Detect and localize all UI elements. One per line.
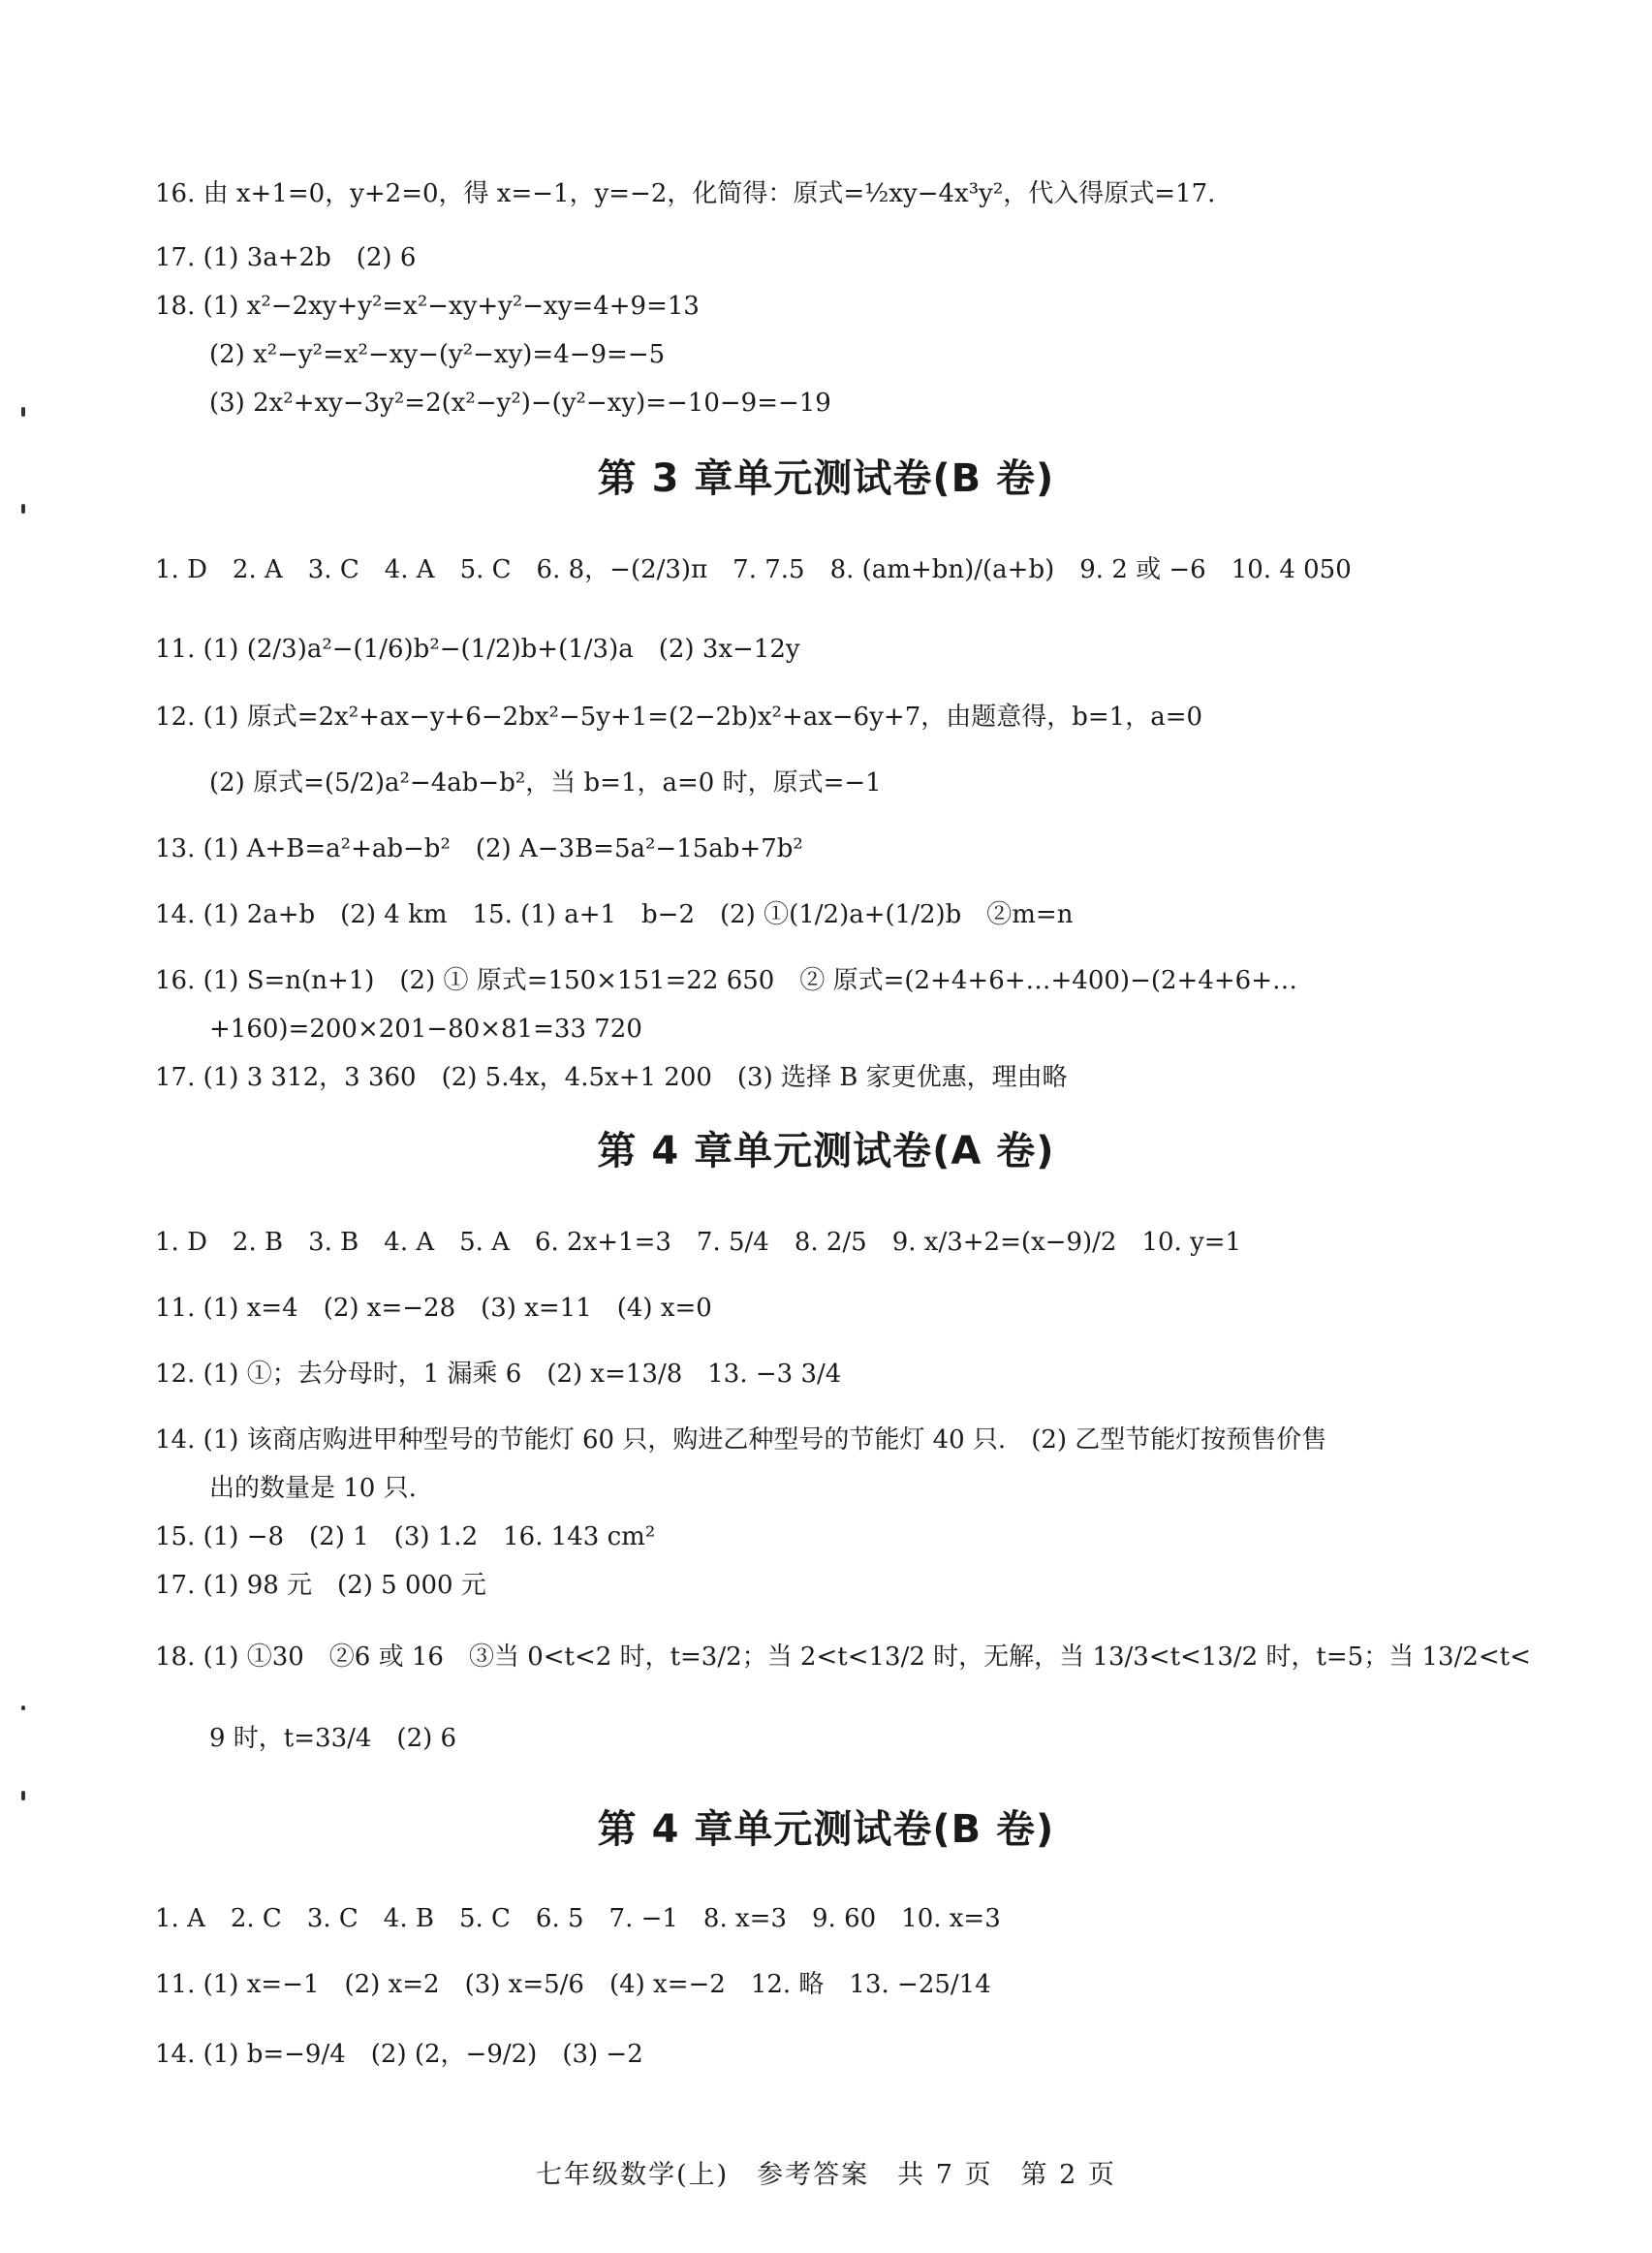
section-heading-ch4-b: 第 4 章单元测试卷(B 卷): [597, 1807, 1055, 1852]
ch3b-line-7: 16. (1) S=n(n+1) (2) ① 原式=150×151=22 650 ② 原式=(2+4+6+…+400)−(2+4+6+…: [155, 966, 1297, 995]
ch4a-line-2: 11. (1) x=4 (2) x=−28 (3) x=11 (4) x=0: [155, 1294, 712, 1323]
ch3b-line-9: 17. (1) 3 312，3 360 (2) 5.4x，4.5x+1 200 (3) 选择 B 家更优惠，理由略: [155, 1063, 1068, 1092]
margin-mark: [21, 1791, 25, 1800]
ch3b-line-5: 13. (1) A+B=a²+ab−b² (2) A−3B=5a²−15ab+7b²: [155, 834, 803, 863]
ch3b-line-8: +160)=200×201−80×81=33 720: [209, 1015, 642, 1044]
ch4a-line-5: 出的数量是 10 只.: [209, 1474, 417, 1503]
ch4a-line-3: 12. (1) ①；去分母时，1 漏乘 6 (2) x=13/8 13. −3 3/4: [155, 1360, 842, 1389]
ch3b-line-3: 12. (1) 原式=2x²+ax−y+6−2bx²−5y+1=(2−2b)x²+ax−6y+7，由题意得，b=1，a=0: [155, 703, 1203, 732]
ch4a-line-1: 1. D 2. B 3. B 4. A 5. A 6. 2x+1=3 7. 5/4 8. 2/5 9. x/3+2=(x−9)/2 10. y=1: [155, 1228, 1242, 1257]
ch3b-line-2: 11. (1) (2/3)a²−(1/6)b²−(1/2)b+(1/3)a (2) 3x−12y: [155, 635, 800, 664]
answer-18-part-2: (2) x²−y²=x²−xy−(y²−xy)=4−9=−5: [209, 340, 666, 369]
margin-mark: [21, 1705, 25, 1710]
ch4a-line-7: 17. (1) 98 元 (2) 5 000 元: [155, 1571, 486, 1600]
ch4b-line-3: 14. (1) b=−9/4 (2) (2，−9/2) (3) −2: [155, 2040, 643, 2069]
section-heading-ch4-a: 第 4 章单元测试卷(A 卷): [597, 1129, 1055, 1173]
ch4a-line-9: 9 时，t=33/4 (2) 6: [209, 1724, 457, 1753]
answer-18-part-3: (3) 2x²+xy−3y²=2(x²−y²)−(y²−xy)=−10−9=−19: [209, 389, 831, 418]
ch4a-line-4: 14. (1) 该商店购进甲种型号的节能灯 60 只，购进乙种型号的节能灯 40 只. (2) 乙型节能灯按预售价售: [155, 1425, 1327, 1455]
section-heading-ch3-b: 第 3 章单元测试卷(B 卷): [597, 456, 1055, 501]
ch4b-line-1: 1. A 2. C 3. C 4. B 5. C 6. 5 7. −1 8. x=3 9. 60 10. x=3: [155, 1904, 1001, 1933]
margin-mark: [21, 407, 25, 417]
ch3b-line-1: 1. D 2. A 3. C 4. A 5. C 6. 8，−(2/3)π 7. 7.5 8. (am+bn)/(a+b) 9. 2 或 −6 10. 4 050: [155, 555, 1352, 584]
ch4a-line-6: 15. (1) −8 (2) 1 (3) 1.2 16. 143 cm²: [155, 1522, 656, 1551]
answer-16: 16. 由 x+1=0，y+2=0，得 x=−1，y=−2，化简得：原式=½xy−4x³y²，代入得原式=17.: [155, 179, 1216, 208]
answer-18-part-1: 18. (1) x²−2xy+y²=x²−xy+y²−xy=4+9=13: [155, 292, 700, 321]
ch4a-line-8: 18. (1) ①30 ②6 或 16 ③当 0<t<2 时，t=3/2；当 2<t<13/2 时，无解，当 13/3<t<13/2 时，t=5；当 13/2<t<: [155, 1643, 1531, 1672]
page-footer: 七年级数学(上) 参考答案 共 7 页 第 2 页: [536, 2160, 1116, 2190]
ch4b-line-2: 11. (1) x=−1 (2) x=2 (3) x=5/6 (4) x=−2 12. 略 13. −25/14: [155, 1970, 991, 1999]
ch3b-line-4: (2) 原式=(5/2)a²−4ab−b²，当 b=1，a=0 时，原式=−1: [209, 768, 882, 798]
margin-mark: [21, 504, 25, 514]
ch3b-line-6: 14. (1) 2a+b (2) 4 km 15. (1) a+1 b−2 (2) ①(1/2)a+(1/2)b ②m=n: [155, 900, 1074, 929]
answer-17: 17. (1) 3a+2b (2) 6: [155, 243, 417, 272]
